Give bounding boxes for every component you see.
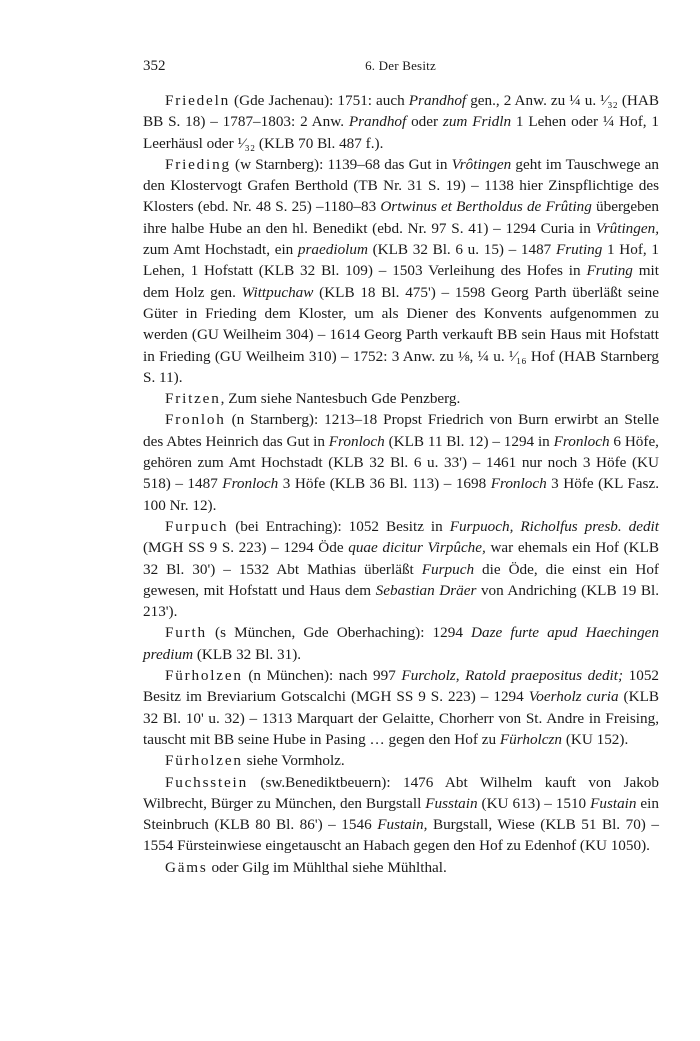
entry-text: gen., 2 Anw. zu ¼ u. ¹⁄₃₂ (HAB BB S. 18) – 1787–1803: 2 Anw.	[143, 92, 659, 131]
entry-text: (s München, Gde Oberhaching): 1294	[206, 624, 472, 642]
place-name: Fuchsstein	[165, 773, 248, 791]
page-number: 352	[143, 58, 166, 74]
place-entry	[143, 665, 659, 750]
italic-source-term: Fustain,	[377, 816, 428, 834]
page-header	[143, 58, 658, 78]
place-name: Gäms	[165, 858, 208, 876]
place-name: Fronloh	[165, 411, 226, 429]
italic-source-term: Furpuoch, Richolfus presb. dedit	[449, 517, 659, 535]
place-name: Friedeln	[165, 92, 231, 109]
italic-source-term: Vrôtingen	[451, 155, 512, 173]
entry-text: 6 Höfe, gehören zum Amt Hochstadt (KLB 32 Bl. 6 u. 33') – 1461 nur noch 3 Höfe (KU 518) – 1487	[143, 432, 659, 493]
italic-source-term: zum Fridln	[442, 113, 512, 131]
place-entry	[143, 750, 659, 771]
place-name: Fürholzen	[165, 752, 243, 770]
place-entry	[143, 516, 659, 622]
italic-source-term: Daze furte apud Haechingen predium	[143, 624, 659, 663]
entry-text: (KLB 18 Bl. 475') – 1598 Georg Parth überläßt seine Güter in Frieding dem Kloster, um als Diener des Konvents aufgenommen zu werden (GU Weilheim 304) – 1614 Georg Parth verkauft BB sein Haus mit Hofstatt in Frieding (GU Weilheim 310) – 1752: 3 Anw. zu ⅛, ¼ u. ¹⁄₁₆ Hof (HAB Starnberg S. 11).	[143, 283, 659, 386]
entry-text: (sw.Benediktbeuern): 1476 Abt Wilhelm kauft von Jakob Wilbrecht, Bürger zu München, den Burgstall	[143, 773, 659, 812]
italic-source-term: Voerholz curia	[528, 688, 619, 706]
place-name: Fritzen	[165, 390, 221, 408]
italic-source-term: Fronloch	[490, 475, 547, 493]
entry-text: (KU 613) – 1510	[477, 794, 591, 812]
entry-text: (n Starnberg): 1213–18 Propst Friedrich von Burn erwirbt an Stelle des Abtes Heinrich das Gut in	[143, 411, 659, 450]
entry-text: die Öde, die einst ein Hof gewesen, mit Hofstatt und Haus dem	[143, 560, 659, 599]
italic-source-term: Ortwinus et Bertholdus de Frûting	[380, 198, 592, 216]
place-entry	[143, 857, 659, 878]
entry-text: übergeben ihre halbe Hube an den hl. Benedikt (ebd. Nr. 97 S. 41) – 1294 Curia in	[143, 198, 660, 237]
entry-text: ein Steinbruch (KLB 80 Bl. 86') – 1546	[143, 794, 659, 834]
italic-source-term: Fustain	[590, 794, 637, 812]
entry-text: von Andriching (KLB 19 Bl. 213').	[143, 581, 659, 621]
place-entry	[143, 90, 659, 154]
entry-text: oder	[406, 113, 443, 131]
entry-text: siehe Vormholz.	[242, 752, 345, 770]
entry-text: 1 Hof, 1 Lehen, 1 Hofstatt (KLB 32 Bl. 109) – 1503 Verleihung des Hofes in	[143, 241, 659, 280]
entry-text: Burgstall, Wiese (KLB 51 Bl. 70) – 1554 Fürsteinwiese eingetauscht an Habach gegen den Hof zu Edenhof (KU 1050).	[143, 816, 659, 855]
entry-text: , Zum siehe Nantesbuch Gde Penzberg.	[220, 390, 461, 408]
italic-source-term: Furcholz, Ratold praepositus dedit;	[401, 667, 624, 685]
entry-text: (w Starnberg): 1139–68 das Gut in	[230, 155, 452, 173]
entry-text: (KLB 32 Bl. 31).	[193, 645, 302, 663]
italic-source-term: quae dicitur Virpûche,	[348, 539, 486, 557]
italic-source-term: Fronloch	[553, 432, 610, 450]
entry-text: (KLB 32 Bl. 10' u. 32) – 1313 Marquart der Gelaitte, Chorherr von St. Andre in Freising, tauscht mit BB seine Hube in Pasing … gegen den Hof zu	[143, 688, 659, 748]
entry-text: (KLB 11 Bl. 12) – 1294 in	[384, 432, 554, 450]
place-name: Furth	[165, 624, 207, 642]
entry-text: 1052 Besitz im Breviarium Gotscalchi (MGH SS 9 S. 223) – 1294	[143, 667, 659, 706]
place-name: Furpuch	[165, 517, 229, 535]
place-entry	[143, 622, 659, 665]
entry-text: geht im Tauschwege an den Klostervogt Grafen Berthold (TB Nr. 31 S. 19) – 1138 hier Zinspflichtige des Klosters (ebd. Nr. 48 S. 25) –1180–83	[143, 155, 659, 216]
italic-source-term: praediolum	[297, 241, 368, 259]
entry-text: (KLB 32 Bl. 6 u. 15) – 1487	[367, 241, 556, 259]
place-entry	[143, 154, 659, 388]
entry-text: (n München): nach 997	[242, 667, 402, 685]
italic-source-term: Furpuch	[421, 560, 475, 578]
italic-source-term: Prandhof	[408, 92, 467, 109]
entry-text: (KU 152).	[562, 730, 629, 748]
italic-source-term: Vrûtingen,	[595, 219, 659, 237]
italic-source-term: Fusstain	[425, 794, 478, 812]
italic-source-term: Wittpuchaw	[241, 283, 314, 301]
place-name: Fürholzen	[165, 667, 243, 685]
italic-source-term: Fürholczn	[499, 730, 563, 748]
italic-source-term: Sebastian Dräer	[375, 581, 477, 599]
entry-text: zum Amt Hochstadt, ein	[143, 241, 298, 259]
italic-source-term: Fronloch	[222, 475, 279, 493]
entry-text: war ehemals ein Hof (KLB 32 Bl. 30') – 1532 Abt Mathias überläßt	[143, 539, 660, 578]
place-entry	[143, 388, 659, 409]
running-head: 6. Der Besitz	[365, 58, 436, 73]
place-entry	[143, 409, 659, 515]
entry-text: oder Gilg im Mühlthal siehe Mühlthal.	[207, 858, 447, 876]
italic-source-term: Fruting	[586, 262, 633, 280]
place-name: Frieding	[165, 155, 231, 173]
entry-text: 3 Höfe (KLB 36 Bl. 113) – 1698	[278, 475, 491, 493]
italic-source-term: Fronloch	[328, 432, 385, 450]
entry-text: 3 Höfe (KL Fasz. 100 Nr. 12).	[143, 475, 659, 514]
gazetteer-entries	[143, 90, 659, 878]
entry-text: mit dem Holz gen.	[143, 262, 659, 301]
entry-text: (bei Entraching): 1052 Besitz in	[228, 517, 450, 535]
entry-text: 1 Lehen oder ¼ Hof, 1 Leerhäusl oder ¹⁄₃₂ (KLB 70 Bl. 487 f.).	[143, 113, 659, 152]
entry-text: (Gde Jachenau): 1751: auch	[230, 92, 409, 109]
italic-source-term: Fruting	[555, 241, 603, 259]
italic-source-term: Prandhof	[348, 113, 407, 131]
place-entry	[143, 772, 659, 857]
entry-text: (MGH SS 9 S. 223) – 1294 Öde	[143, 539, 349, 557]
